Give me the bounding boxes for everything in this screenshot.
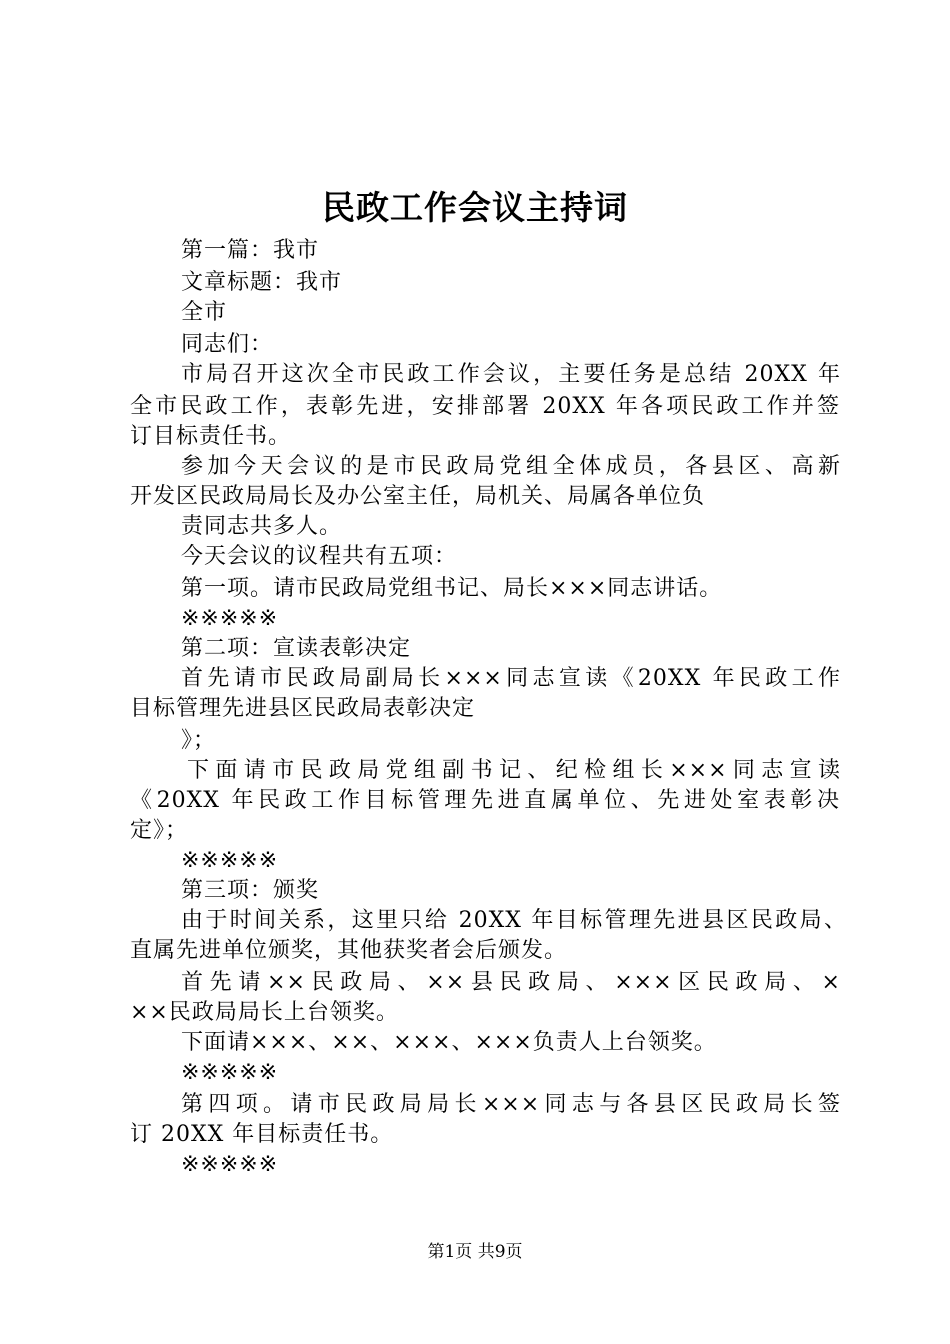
body-line: 下面请市民政局党组副书记、纪检组长×××同志宣读 [187,758,841,783]
body-line: 同志们： [181,332,274,357]
body-line: 第一项。请市民政局党组书记、局长×××同志讲话。 [181,576,723,601]
body-line: 第四项。请市民政局局长×××同志与各县区民政局长签 [181,1092,841,1117]
body-line: 首先请市民政局副局长×××同志宣读《20XX 年民政工作 [181,666,841,691]
separator-marks: ※※※※※ [181,1060,279,1085]
body-line: 第一篇：我市 [181,238,320,263]
body-line: 全市 [181,300,228,325]
body-line: 直属先进单位颁奖，其他获奖者会后颁发。 [130,938,568,963]
body-line: 市局召开这次全市民政工作会议，主要任务是总结 20XX 年 [181,362,841,387]
body-line: 下面请×××、××、×××、×××负责人上台领奖。 [181,1030,717,1055]
body-line: 目标管理先进县区民政局表彰决定 [130,696,476,721]
separator-marks: ※※※※※ [181,1152,279,1177]
body-line: 第二项：宣读表彰决定 [181,636,412,661]
separator-marks: ※※※※※ [181,848,279,873]
body-line: 第三项：颁奖 [181,878,320,903]
body-line: 订目标责任书。 [130,424,292,449]
body-line: 今天会议的议程共有五项： [181,544,458,569]
body-line: 》； [181,728,217,753]
body-line: 开发区民政局局长及办公室主任，局机关、局属各单位负 [130,484,706,509]
separator-marks: ※※※※※ [181,606,279,631]
body-line: 订 20XX 年目标责任书。 [130,1122,394,1147]
body-line: 全市民政工作，表彰先进，安排部署 20XX 年各项民政工作并签 [130,394,840,419]
body-line: 由于时间关系，这里只给 20XX 年目标管理先进县区民政局、 [181,908,847,933]
page-title: 民政工作会议主持词 [322,188,628,227]
body-line: 责同志共多人。 [181,514,343,539]
body-line: 参加今天会议的是市民政局党组全体成员，各县区、高新 [181,454,841,479]
body-line: 文章标题：我市 [181,270,343,295]
body-line: 首先请××民政局、××县民政局、×××区民政局、× [181,970,841,995]
body-line: 定》； [130,818,189,843]
body-line: ××民政局局长上台领奖。 [130,1000,399,1025]
page-number: 第1页 共9页 [427,1242,523,1262]
body-line: 《20XX 年民政工作目标管理先进直属单位、先进处室表彰决 [130,788,840,813]
